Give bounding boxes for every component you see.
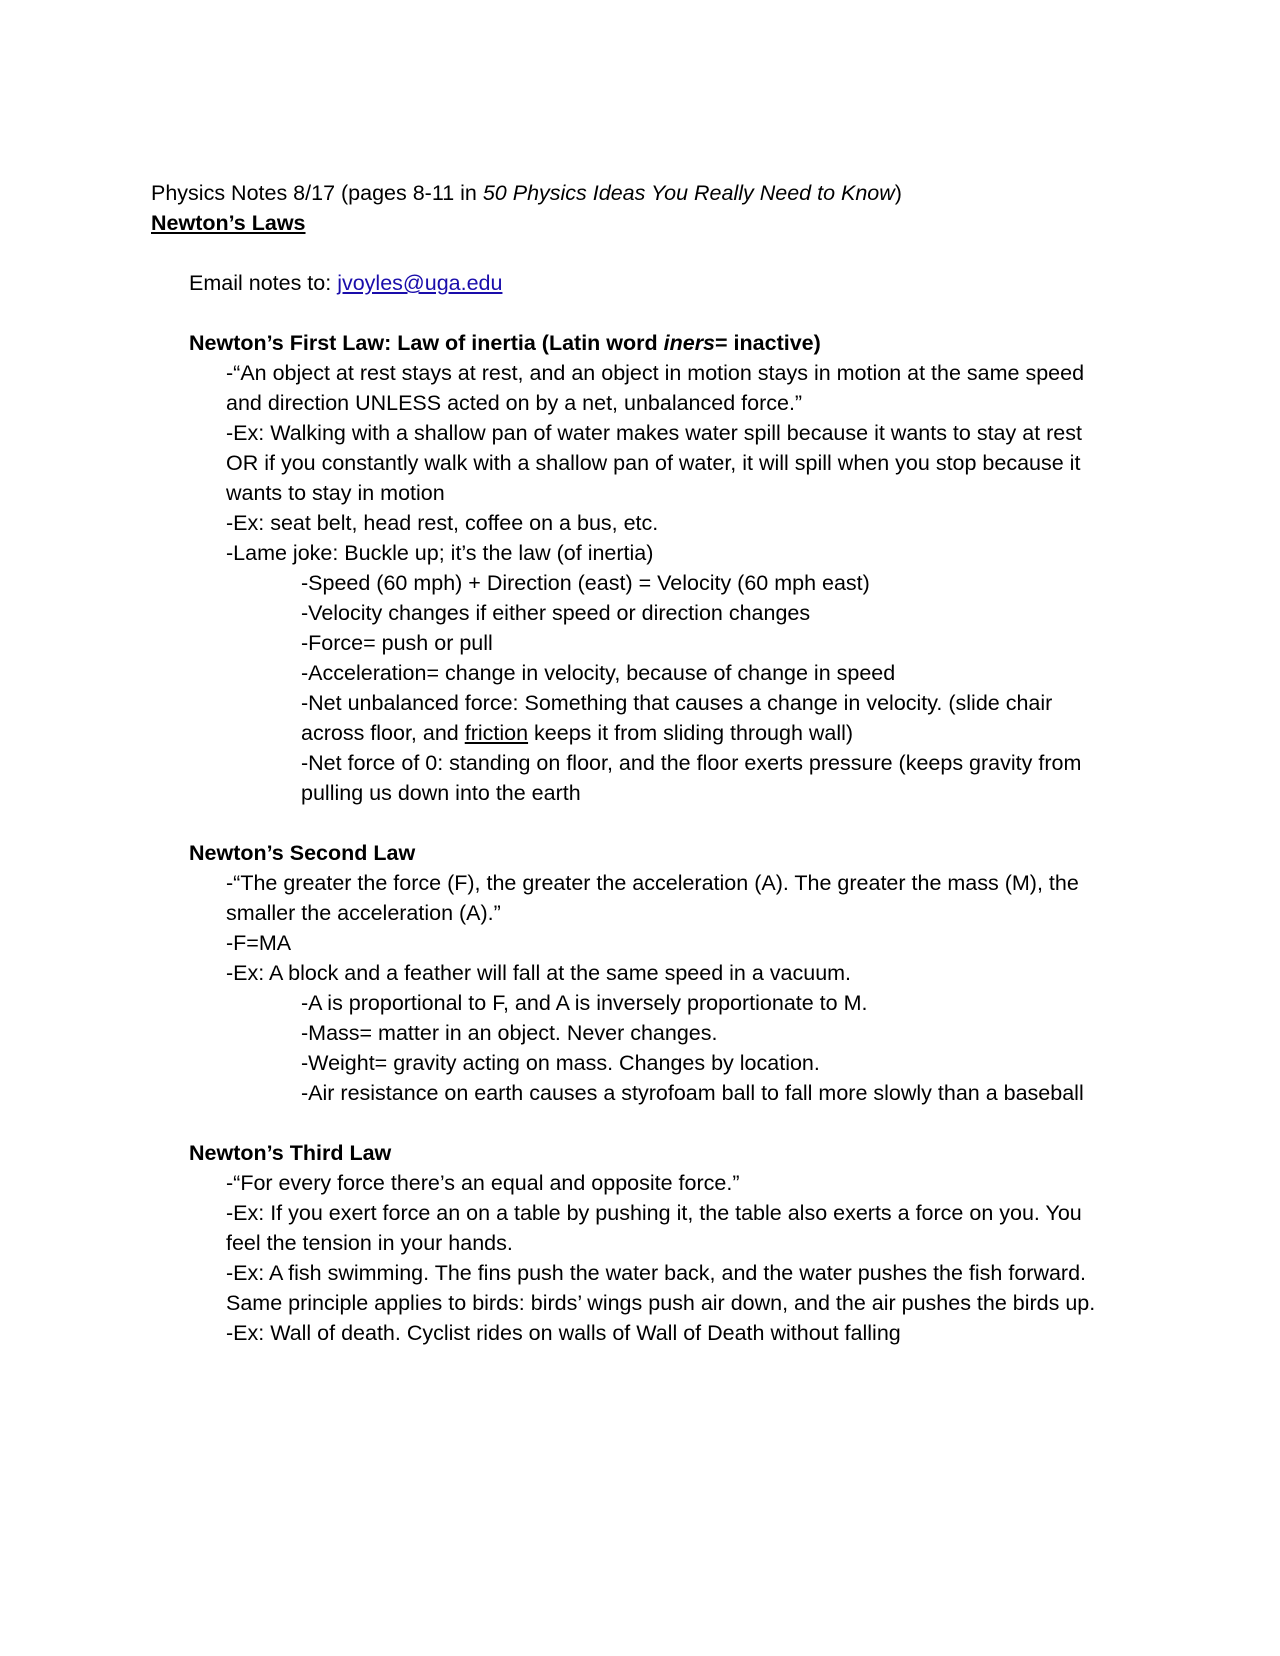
net-force-suffix: keeps it from sliding through wall)	[528, 721, 854, 745]
first-law-heading	[151, 328, 1151, 358]
third-law-item: -Ex: Wall of death. Cyclist rides on walls of Wall of Death without falling	[226, 1321, 901, 1345]
first-law-heading-suffix: = inactive)	[715, 331, 821, 355]
third-law-item: -Ex: If you exert force an on a table by pushing it, the table also exerts a force on you. You feel the tension in your hands.	[226, 1201, 1082, 1255]
third-law-heading: Newton’s Third Law	[189, 1141, 392, 1165]
third-law-item: -“For every force there’s an equal and opposite force.”	[226, 1171, 740, 1195]
net-force-prefix: -Net unbalanced force: Something that causes a change in velocity. (slide chair across floor, and	[301, 691, 1053, 745]
first-law-item: -Ex: seat belt, head rest, coffee on a bus, etc.	[226, 511, 659, 535]
first-law-item: -Lame joke: Buckle up; it’s the law (of inertia)	[226, 541, 654, 565]
email-link[interactable]: jvoyles@uga.edu	[337, 271, 503, 295]
title-prefix: Physics Notes 8/17 (pages 8-11 in	[151, 181, 483, 205]
first-law-subitem: -Acceleration= change in velocity, because of change in speed	[301, 661, 896, 685]
book-title: 50 Physics Ideas You Really Need to Know	[482, 181, 895, 205]
title-suffix: )	[894, 181, 902, 205]
net-unbalanced-force-item	[151, 688, 1106, 748]
first-law-subitem: -Velocity changes if either speed or direction changes	[301, 601, 811, 625]
document-subtitle: Newton’s Laws	[151, 211, 306, 235]
second-law-heading: Newton’s Second Law	[189, 841, 416, 865]
third-law-item: -Ex: A fish swimming. The fins push the water back, and the water pushes the fish forward. Same principle applies to birds: birds’ wings push air down, and the air pushes the birds up.	[226, 1261, 1096, 1315]
spacer	[151, 298, 1151, 328]
friction-term: friction	[464, 721, 529, 745]
second-law-subitem: -Mass= matter in an object. Never changes.	[301, 1021, 718, 1045]
first-law-item: -Ex: Walking with a shallow pan of water makes water spill because it wants to stay at rest OR if you constantly walk with a shallow pan of water, it will spill when you stop because it wants to stay in motion	[226, 421, 1082, 505]
spacer	[151, 808, 1151, 838]
first-law-heading-italic: iners	[663, 331, 716, 355]
second-law-item: -F=MA	[226, 931, 292, 955]
email-line	[151, 268, 1151, 298]
second-law-item: -Ex: A block and a feather will fall at the same speed in a vacuum.	[226, 961, 852, 985]
second-law-subitem: -A is proportional to F, and A is inversely proportionate to M.	[301, 991, 868, 1015]
first-law-subitem: -Force= push or pull	[301, 631, 493, 655]
first-law-heading-prefix: Newton’s First Law: Law of inertia (Latin word	[189, 331, 664, 355]
first-law-subitem: -Speed (60 mph) + Direction (east) = Velocity (60 mph east)	[301, 571, 870, 595]
net-force-zero-item: -Net force of 0: standing on floor, and the floor exerts pressure (keeps gravity from pulling us down into the earth	[301, 751, 1082, 805]
document-title	[151, 178, 1151, 208]
document-page	[151, 178, 1151, 1348]
spacer	[151, 1108, 1151, 1138]
second-law-subitem: -Weight= gravity acting on mass. Changes by location.	[301, 1051, 820, 1075]
spacer	[151, 238, 1151, 268]
second-law-item: -“The greater the force (F), the greater the acceleration (A). The greater the mass (M), the smaller the acceleration (A).”	[226, 871, 1079, 925]
first-law-item: -“An object at rest stays at rest, and an object in motion stays in motion at the same speed and direction UNLESS acted on by a net, unbalanced force.”	[226, 361, 1085, 415]
email-label: Email notes to:	[189, 271, 338, 295]
second-law-subitem: -Air resistance on earth causes a styrofoam ball to fall more slowly than a baseball	[301, 1081, 1084, 1105]
